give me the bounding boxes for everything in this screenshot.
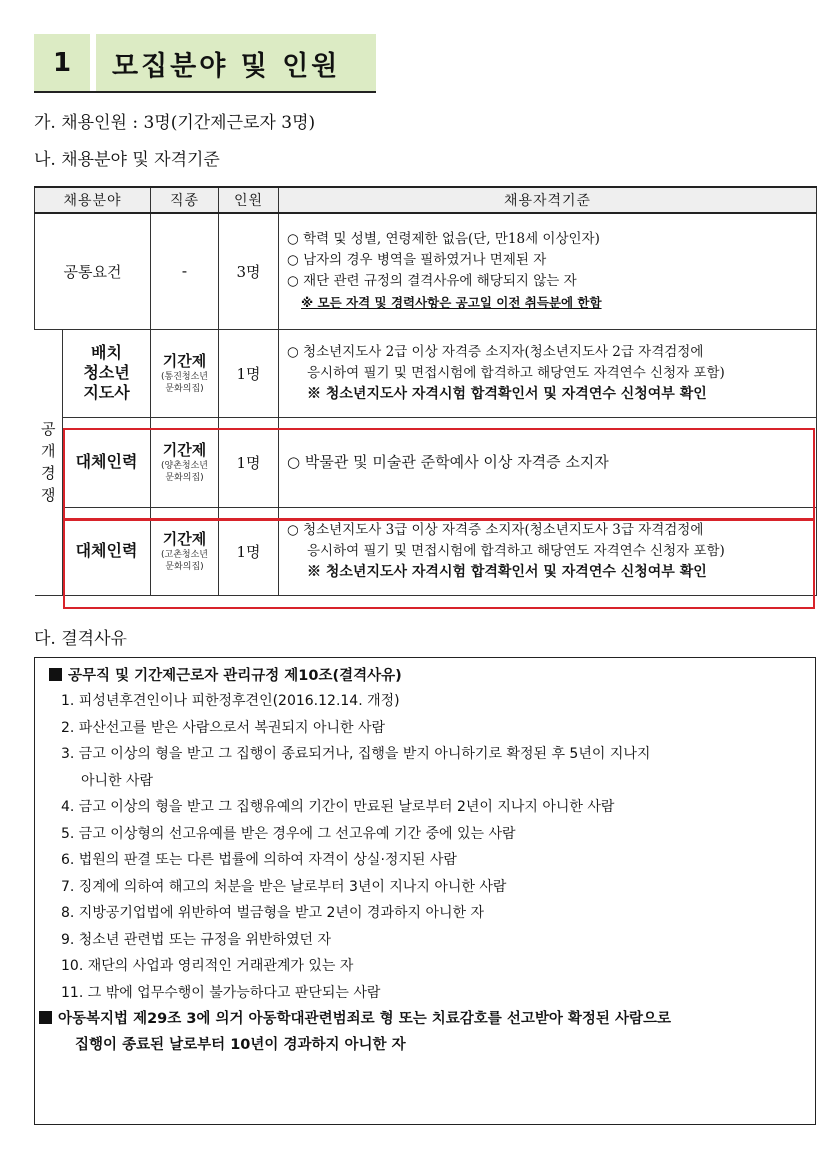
- list-item: 1. 피성년후견인이나 피한정후견인(2016.12.14. 개정): [61, 693, 400, 709]
- row-title-line: 배치: [91, 343, 122, 362]
- open-label-char: 공: [41, 420, 56, 438]
- table-row: [35, 507, 817, 595]
- list-item-continuation: [49, 768, 805, 795]
- list-item-continuation-text: 아니한 사람: [81, 772, 154, 789]
- criteria-note: ※ 청소년지도사 자격시험 합격확인서 및 자격연수 신청여부 확인: [307, 563, 707, 580]
- qualification-table: [34, 186, 817, 596]
- list-item: 2. 파산선고를 받은 사람으로서 복권되지 아니한 사람: [61, 719, 386, 736]
- row-title-line: 청소년: [83, 363, 130, 382]
- row-count: 1명: [219, 417, 279, 507]
- table-row: [35, 329, 817, 417]
- list-item: 4. 금고 이상의 형을 받고 그 집행유예의 기간이 만료된 날로부터 2년이 지나지 아니한 사람: [61, 799, 615, 815]
- list-item: 5. 금고 이상형의 선고유예를 받은 경우에 그 선고유예 기간 중에 있는 사람: [61, 825, 516, 842]
- common-criteria: [279, 213, 817, 329]
- row-kind-sub: 문화의집): [165, 473, 204, 483]
- row-kind-sub: 문화의집): [165, 562, 204, 572]
- black-square-icon: [39, 1011, 52, 1024]
- row-kind-sub: (고촌청소년: [161, 550, 208, 560]
- child-welfare-clause: [49, 1006, 805, 1032]
- open-label-char: 개: [41, 442, 56, 460]
- open-label-char: 쟁: [41, 486, 56, 504]
- section-header: [34, 34, 376, 92]
- list-item: 7. 징계에 의하여 해고의 처분을 받은 날로부터 3년이 지나지 아니한 사람: [61, 878, 507, 895]
- row-kind: [151, 507, 219, 595]
- child-welfare-clause-continuation: [49, 1032, 805, 1058]
- criteria-line: ○ 청소년지도사 2급 이상 자격증 소지자(청소년지도사 2급 자격검정에: [287, 343, 704, 360]
- row-criteria: [279, 417, 817, 507]
- row-kind-sub: 문화의집): [165, 384, 204, 394]
- common-label: 공통요건: [35, 213, 151, 329]
- list-item: 6. 법원의 판결 또는 다른 법률에 의하여 자격이 상실·정지된 사람: [61, 852, 457, 868]
- open-competition-label: [35, 329, 63, 595]
- black-square-icon: [49, 668, 62, 681]
- row-kind-label: 기간제: [162, 530, 207, 548]
- disqualification-rule-heading: [49, 664, 805, 688]
- header-kind: 직종: [151, 187, 219, 213]
- criteria-line: ○ 청소년지도사 3급 이상 자격증 소지자(청소년지도사 3급 자격검정에: [287, 521, 704, 538]
- row-title-line: 대체인력: [75, 452, 138, 471]
- list-item: 3. 금고 이상의 형을 받고 그 집행이 종료되거나, 집행을 받지 아니하기로 확정된 후 5년이 지나지: [61, 746, 651, 762]
- qualification-heading: 나. 채용분야 및 자격기준: [34, 150, 220, 170]
- row-criteria: [279, 329, 817, 417]
- row-count: 1명: [219, 329, 279, 417]
- hiring-count-line: 가. 채용인원 : 3명(기간제근로자 3명): [34, 113, 316, 133]
- list-item: 11. 그 밖에 업무수행이 불가능하다고 판단되는 사람: [61, 984, 381, 1001]
- section-number: 1: [34, 34, 90, 92]
- criteria-line: 응시하여 필기 및 면접시험에 합격하고 해당연도 자격연수 신청자 포함): [307, 542, 725, 559]
- criteria-line: ○ 재단 관련 규정의 결격사유에 해당되지 않는 자: [287, 273, 577, 290]
- row-kind-sub: (양촌청소년: [161, 461, 208, 471]
- row-title: [63, 329, 151, 417]
- open-label-char: 경: [41, 464, 56, 482]
- header-field: 채용분야: [35, 187, 151, 213]
- list-item: 8. 지방공기업법에 위반하여 벌금형을 받고 2년이 경과하지 아니한 자: [61, 905, 485, 921]
- child-welfare-clause-line: 아동복지법 제29조 3에 의거 아동학대관련범죄로 형 또는 치료감호를 선고받아 확정된 사람으로: [58, 1011, 672, 1027]
- criteria-line: ○ 박물관 및 미술관 준학예사 이상 자격증 소지자: [287, 452, 609, 471]
- criteria-note: ※ 청소년지도사 자격시험 합격확인서 및 자격연수 신청여부 확인: [307, 385, 707, 402]
- child-welfare-clause-line: 집행이 종료된 날로부터 10년이 경과하지 아니한 자: [75, 1037, 406, 1053]
- header-criteria: 채용자격기준: [279, 187, 817, 213]
- criteria-line: ○ 남자의 경우 병역을 필하였거나 면제된 자: [287, 252, 547, 269]
- row-title: [63, 507, 151, 595]
- section-underline: [34, 91, 376, 93]
- row-title-line: 대체인력: [75, 541, 138, 560]
- common-kind: -: [151, 213, 219, 329]
- header-count: 인원: [219, 187, 279, 213]
- row-kind: [151, 417, 219, 507]
- row-kind-sub: (통진청소년: [161, 372, 208, 382]
- row-count: 1명: [219, 507, 279, 595]
- row-title: [63, 417, 151, 507]
- table-header-row: [35, 187, 817, 213]
- row-criteria: [279, 507, 817, 595]
- table-row: [35, 417, 817, 507]
- criteria-note: ※ 모든 자격 및 경력사항은 공고일 이전 취득분에 한함: [301, 295, 602, 311]
- rule-heading-text: 공무직 및 기간제근로자 관리규정 제10조(결격사유): [68, 668, 402, 684]
- list-item: 9. 청소년 관련법 또는 규정을 위반하였던 자: [61, 931, 331, 948]
- row-kind: [151, 329, 219, 417]
- criteria-line: ○ 학력 및 성별, 연령제한 없음(단, 만18세 이상인자): [287, 231, 600, 248]
- disqualification-heading: 다. 결격사유: [34, 629, 127, 649]
- table-row-common: [35, 213, 817, 329]
- list-item: 10. 재단의 사업과 영리적인 거래관계가 있는 자: [61, 958, 354, 974]
- row-kind-label: 기간제: [162, 352, 207, 370]
- criteria-line: 응시하여 필기 및 면접시험에 합격하고 해당연도 자격연수 신청자 포함): [307, 364, 725, 381]
- common-count: 3명: [219, 213, 279, 329]
- section-title: 모집분야 및 인원: [96, 34, 376, 92]
- disqualification-box: [34, 657, 816, 1125]
- row-title-line: 지도사: [83, 383, 130, 402]
- row-kind-label: 기간제: [162, 441, 207, 459]
